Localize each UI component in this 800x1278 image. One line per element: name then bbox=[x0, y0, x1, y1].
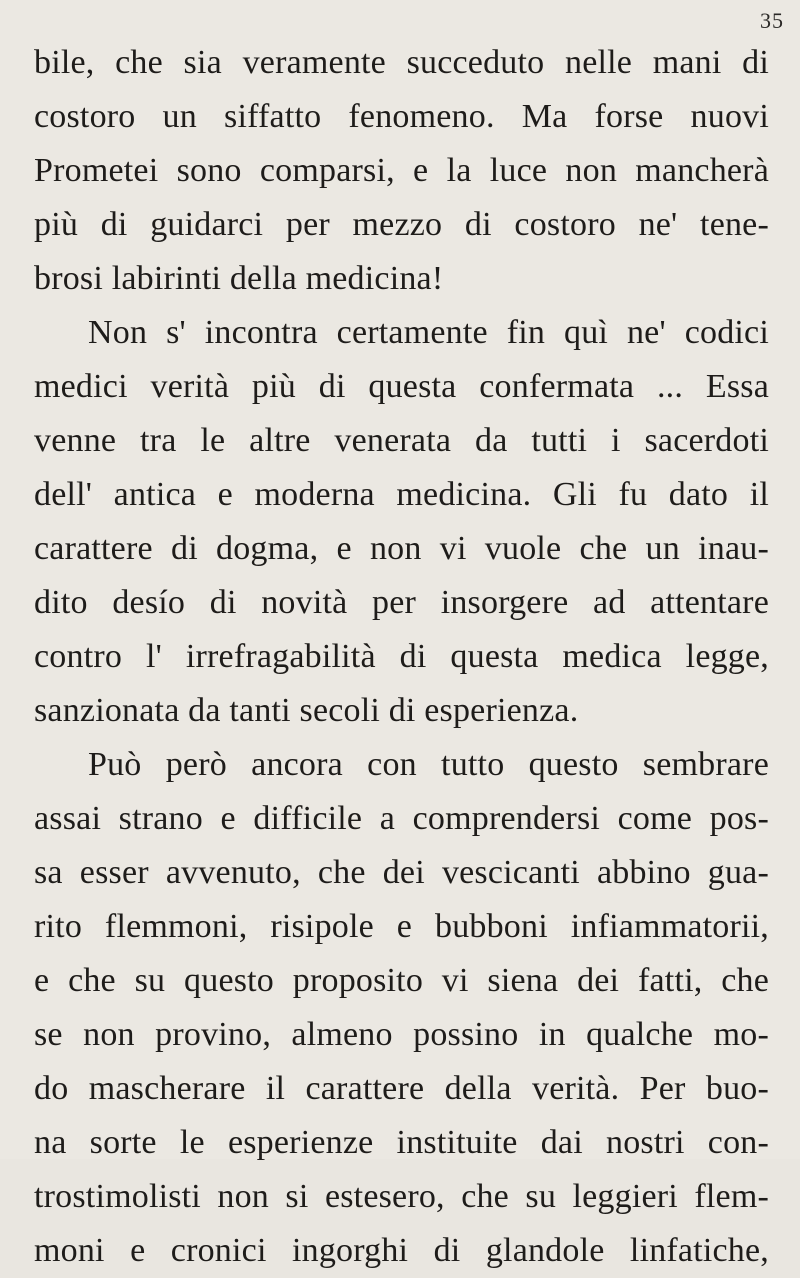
text-line: dell' antica e moderna medicina. Gli fu dato il bbox=[34, 476, 769, 513]
text-line: sa esser avvenuto, che dei vescicanti abbino gua- bbox=[34, 854, 769, 891]
paragraph-end-line: sanzionata da tanti secoli di esperienza. bbox=[34, 692, 579, 729]
text-line: venne tra le altre venerata da tutti i sacerdoti bbox=[34, 422, 769, 459]
text-line: bile, che sia veramente succeduto nelle mani di bbox=[34, 44, 769, 81]
text-line: trostimolisti non si estesero, che su leggieri flem- bbox=[34, 1178, 769, 1215]
text-line: rito flemmoni, risipole e bubboni infiammatorii, bbox=[34, 908, 769, 945]
body-text bbox=[34, 36, 769, 1278]
text-line: assai strano e difficile a comprendersi come pos- bbox=[34, 800, 769, 837]
text-line: costoro un siffatto fenomeno. Ma forse nuovi bbox=[34, 98, 769, 135]
text-line: Prometei sono comparsi, e la luce non mancherà bbox=[34, 152, 769, 189]
text-line: contro l' irrefragabilità di questa medica legge, bbox=[34, 638, 769, 675]
text-line: se non provino, almeno possino in qualche mo- bbox=[34, 1016, 769, 1053]
page-number: 35 bbox=[760, 8, 784, 33]
paragraph-start-line: Non s' incontra certamente fin quì ne' codici bbox=[88, 314, 769, 351]
text-line: e che su questo proposito vi siena dei fatti, che bbox=[34, 962, 769, 999]
text-line: dito desío di novità per insorgere ad attentare bbox=[34, 584, 769, 621]
text-line: più di guidarci per mezzo di costoro ne' tene- bbox=[34, 206, 769, 243]
text-line: carattere di dogma, e non vi vuole che un inau- bbox=[34, 530, 769, 567]
paragraph-end-line: brosi labirinti della medicina! bbox=[34, 260, 444, 297]
text-line: medici verità più di questa confermata ... Essa bbox=[34, 368, 769, 405]
paragraph-start-line: Può però ancora con tutto questo sembrare bbox=[88, 746, 769, 783]
text-line: moni e cronici ingorghi di glandole linfatiche, bbox=[34, 1232, 769, 1269]
text-line: do mascherare il carattere della verità. Per buo- bbox=[34, 1070, 769, 1107]
text-line: na sorte le esperienze instituite dai nostri con- bbox=[34, 1124, 769, 1161]
